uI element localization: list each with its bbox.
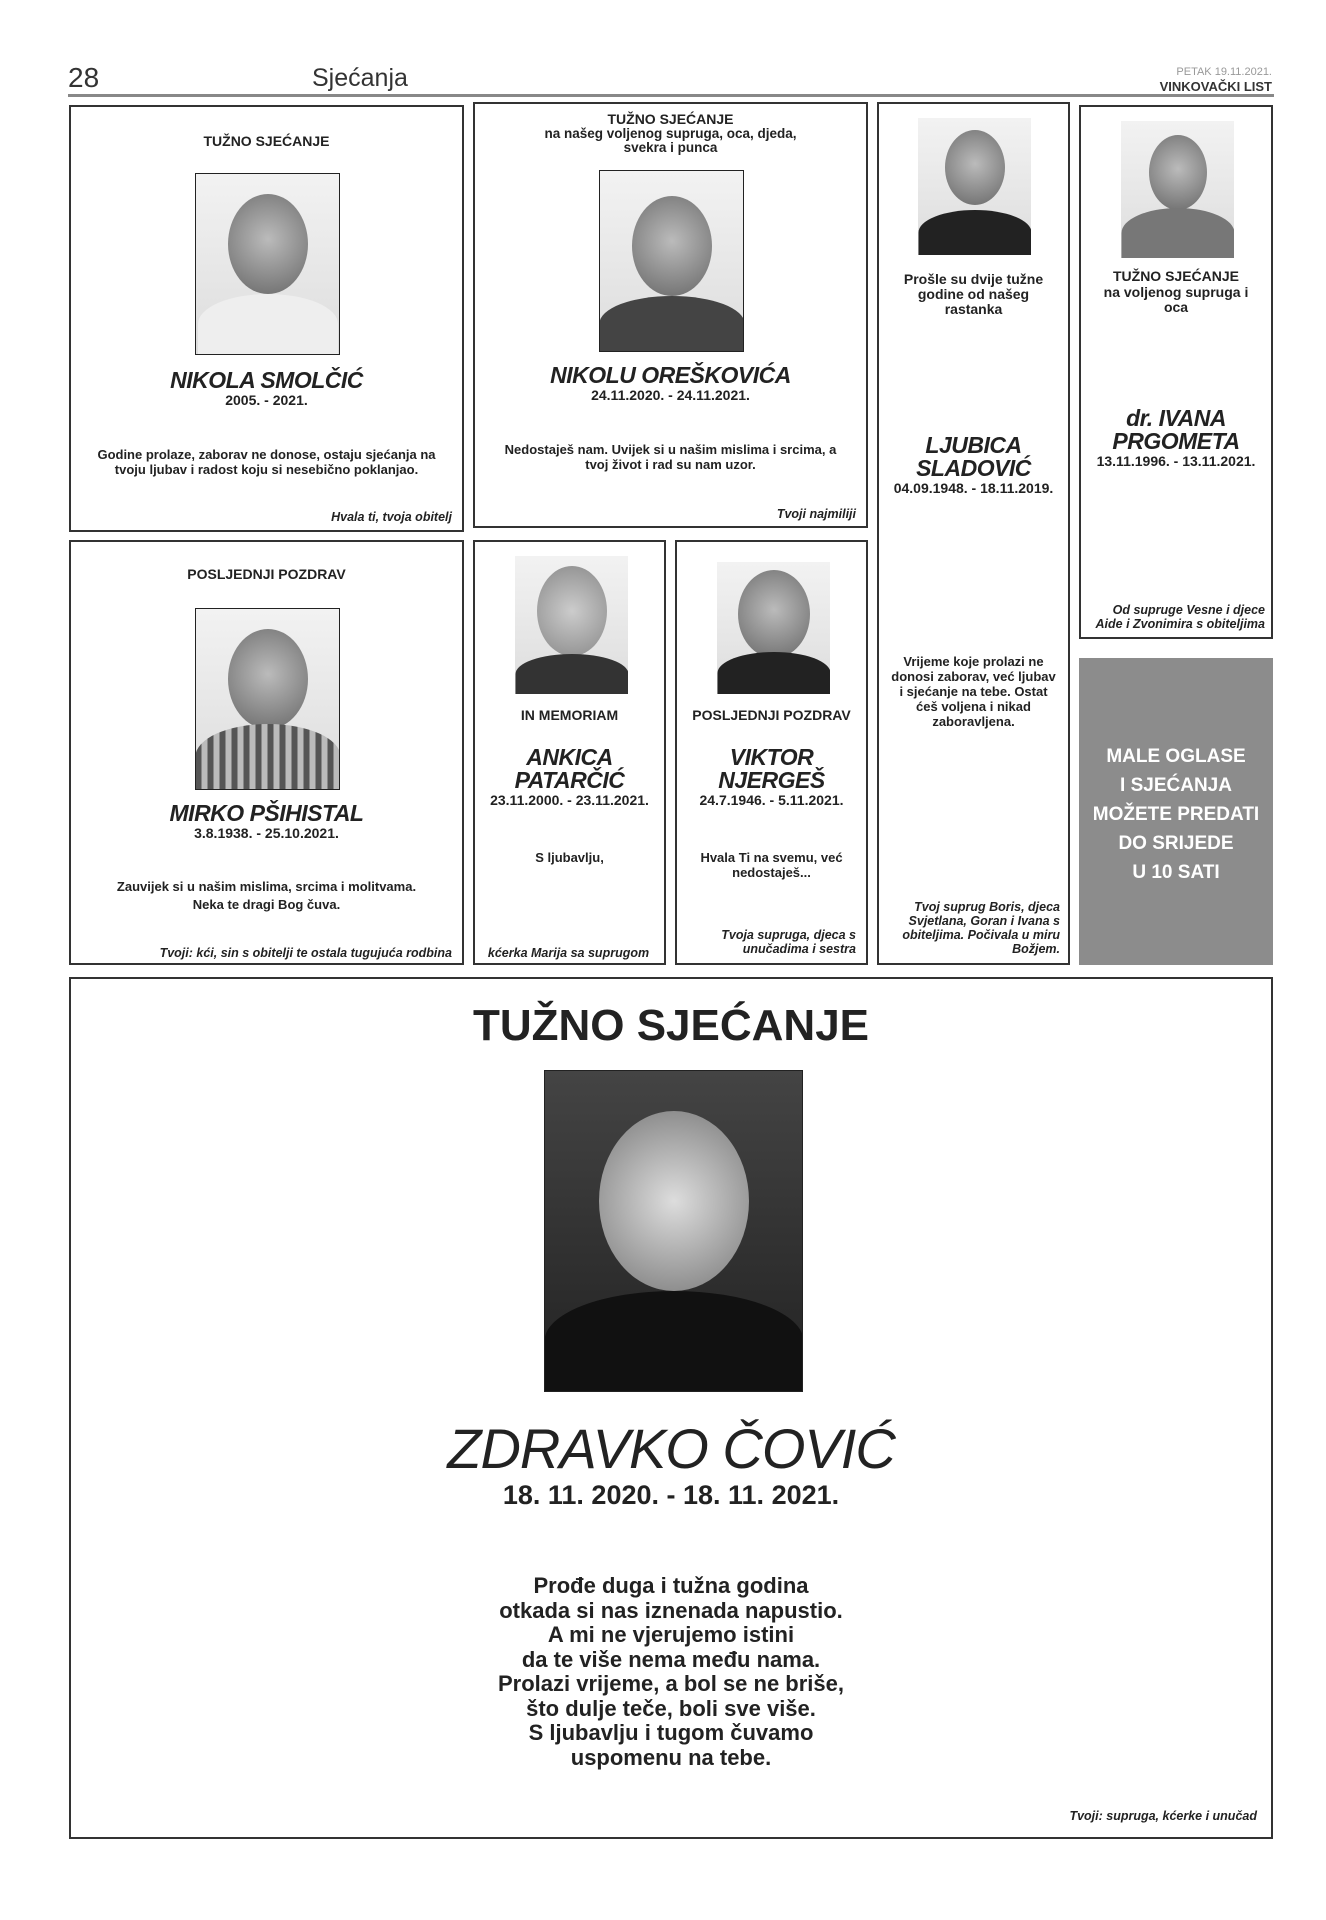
notice-title: TUŽNO SJEĆANJE	[1112, 268, 1240, 284]
name-and-dates	[75, 802, 458, 842]
poem-line: Prolazi vrijeme, a bol se ne briše,	[497, 1671, 845, 1696]
deceased-name: dr. IVANA PRGOMETA	[1112, 405, 1240, 454]
notice-signature: Tvoja supruga, djeca s unučadima i sestra	[721, 928, 856, 956]
issue-date: PETAK 19.11.2021.	[1176, 66, 1272, 78]
notice-nikola-oreskovic	[473, 102, 868, 528]
portrait-photo	[515, 556, 628, 694]
ad-box	[1079, 658, 1273, 965]
life-dates: 3.8.1938. - 25.10.2021.	[194, 825, 339, 841]
feature-title: TUŽNO SJEĆANJE	[472, 1001, 870, 1050]
name-and-dates	[477, 746, 662, 809]
name-and-dates	[881, 434, 1066, 497]
notice-title: Prošle su dvije tužne godine od našeg rastanka	[903, 271, 1044, 317]
header-divider	[68, 94, 1274, 97]
deceased-name: NIKOLU OREŠKOVIĆA	[550, 362, 791, 388]
notice-title: POSLJEDNJI POZDRAV	[187, 566, 346, 582]
deceased-name: ZDRAVKO ČOVIĆ	[447, 1417, 895, 1480]
notice-title: IN MEMORIAM	[520, 707, 619, 723]
section-title: Sjećanja	[312, 64, 408, 92]
portrait-photo	[918, 118, 1031, 255]
notice-signature: Tvoji: kći, sin s obitelji te ostala tugujuća rodbina	[159, 946, 452, 960]
notice-signature: Hvala ti, tvoja obitelj	[331, 510, 452, 524]
deceased-name: MIRKO PŠIHISTAL	[169, 800, 364, 826]
life-dates: 18. 11. 2020. - 18. 11. 2021.	[502, 1480, 840, 1510]
notice-signature: kćerka Marija sa suprugom	[487, 946, 650, 960]
poem-line: A mi ne vjerujemo istini	[547, 1622, 795, 1647]
ad-line: MOŽETE PREDATI	[1092, 804, 1260, 825]
notice-title: POSLJEDNJI POZDRAV	[692, 707, 851, 723]
name-and-dates	[679, 746, 864, 809]
life-dates: 24.11.2020. - 24.11.2021.	[591, 387, 750, 403]
poem-line: da te više nema među nama.	[521, 1646, 821, 1672]
notice-ljubica-sladovic	[877, 102, 1070, 965]
portrait-photo	[195, 173, 340, 355]
notice-subtitle: na našeg voljenog supruga, oca, djeda, svekra i punca	[544, 126, 797, 155]
notice-ivan-prgomet	[1079, 105, 1273, 639]
portrait-photo	[544, 1070, 803, 1392]
deceased-name: ANKICA PATARČIĆ	[514, 744, 625, 793]
life-dates: 04.09.1948. - 18.11.2019.	[893, 480, 1054, 496]
ad-line: I SJEĆANJA	[1120, 775, 1232, 796]
name-and-dates	[479, 364, 862, 404]
newspaper-name: VINKOVAČKI LIST	[1159, 79, 1272, 94]
notice-signature: Tvoji najmiliji	[776, 507, 856, 521]
ad-line: U 10 SATI	[1132, 862, 1220, 883]
notice-signature: Tvoji: supruga, kćerke i unučad	[1069, 1809, 1257, 1823]
poem-line: što dulje teče, boli sve više.	[526, 1695, 816, 1721]
notice-subtitle: na voljenog supruga i oca	[1103, 284, 1249, 315]
name-and-dates	[1083, 407, 1269, 470]
notice-message: Hvala Ti na svemu, već nedostaješ...	[700, 850, 843, 880]
notice-ankica-patarcic	[473, 540, 666, 965]
notice-zdravko-covic	[69, 977, 1273, 1839]
notice-message: Vrijeme koje prolazi ne donosi zaborav, već ljubav i sjećanje na tebe. Ostat ćeš voljena i nikad zaboravljena.	[891, 654, 1056, 729]
notice-message: S ljubavlju,	[535, 850, 604, 865]
life-dates: 24.7.1946. - 5.11.2021.	[699, 792, 844, 808]
notice-signature: Od supruge Vesne i djece Aide i Zvonimira s obiteljima	[1095, 603, 1265, 631]
notice-viktor-njerges	[675, 540, 868, 965]
feature-name-and-dates	[71, 1419, 1271, 1511]
portrait-photo	[195, 608, 340, 790]
portrait-photo	[599, 170, 744, 352]
poem-line: otkada si nas iznenada napustio.	[499, 1597, 843, 1623]
life-dates: 23.11.2000. - 23.11.2021.	[490, 792, 649, 808]
notice-message: Godine prolaze, zaborav ne donose, ostaju sjećanja na tvoju ljubav i radost koju si nesebično poklanjao.	[97, 447, 436, 477]
portrait-photo	[1121, 121, 1234, 258]
poem-line: Prođe duga i tužna godina	[533, 1573, 809, 1598]
notice-message: Nedostaješ nam. Uvijek si u našim mislima i srcima, a tvoj život i rad su nam uzor.	[504, 442, 837, 472]
life-dates: 2005. - 2021.	[225, 392, 308, 408]
poem-line: uspomenu na tebe.	[570, 1744, 772, 1770]
notice-title: TUŽNO SJEĆANJE	[607, 111, 734, 127]
memorial-poem	[71, 1574, 1271, 1770]
notice-signature: Tvoj suprug Boris, djeca Svjetlana, Goran i Ivana s obiteljima. Počivala u miru Božjem.	[902, 900, 1060, 956]
deceased-name: VIKTOR NJERGEŠ	[718, 744, 825, 793]
portrait-photo	[717, 562, 830, 694]
ad-line: MALE OGLASE	[1106, 746, 1246, 767]
poem-line: S ljubavlju i tugom čuvamo	[528, 1720, 814, 1745]
notice-title: TUŽNO SJEĆANJE	[203, 133, 330, 149]
page-number: 28	[68, 62, 100, 93]
notice-mirko-psihistal	[69, 540, 464, 965]
ad-line: DO SRIJEDE	[1118, 833, 1234, 854]
notice-message: Zauvijek si u našim mislima, srcima i molitvama. Neka te dragi Bog čuva.	[116, 879, 417, 912]
deceased-name: LJUBICA SLADOVIĆ	[916, 432, 1031, 481]
name-and-dates	[75, 369, 458, 409]
notice-nikola-smolcic	[69, 105, 464, 532]
deceased-name: NIKOLA SMOLČIĆ	[170, 367, 363, 393]
life-dates: 13.11.1996. - 13.11.2021.	[1096, 453, 1256, 469]
